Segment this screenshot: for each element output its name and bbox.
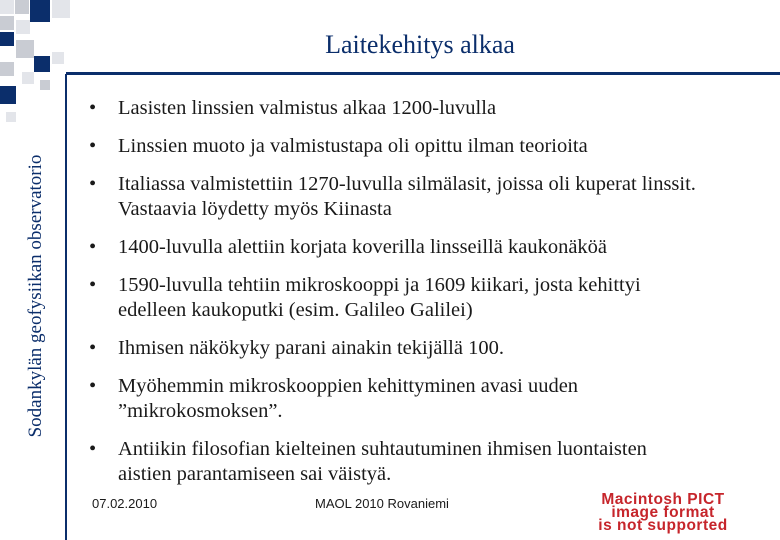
bullet-dot-icon: • [89, 97, 97, 119]
side-rule [65, 74, 67, 540]
bullet-item: • 1400-luvulla alettiin korjata koverilla linsseillä kaukonäköä [89, 236, 608, 258]
bullet-item: • Antiikin filosofian kielteinen suhtautuminen ihmisen luontaisten aistien parantamiseen sai väistyä. [89, 438, 647, 485]
bullet-dot-icon: • [89, 236, 97, 258]
bullet-item: • 1590-luvulla tehtiin mikroskooppi ja 1609 kiikari, josta kehittyi edelleen kaukoputki (esim. Galileo Galilei) [89, 274, 641, 321]
side-label: Sodankylän geofysiikan observatorio [25, 154, 46, 438]
bullet-item: • Linssien muoto ja valmistustapa oli opittu ilman teorioita [89, 135, 588, 157]
bullet-dot-icon: • [89, 438, 97, 460]
footer-date: 07.02.2010 [92, 496, 158, 511]
bullet-dot-icon: • [89, 173, 97, 195]
unsupported-image-placeholder: Macintosh PICT image format is not supported [598, 491, 728, 534]
slide-title: Laitekehitys alkaa [325, 30, 515, 59]
bullet-list [87, 96, 697, 500]
bullet-item: • Myöhemmin mikroskooppien kehittyminen avasi uuden ”mikrokosmoksen”. [89, 375, 579, 422]
bullet-dot-icon: • [89, 337, 97, 359]
title-rule [66, 72, 780, 75]
bullet-dot-icon: • [89, 135, 97, 157]
bullet-item: • Lasisten linssien valmistus alkaa 1200-luvulla [89, 97, 497, 119]
bullet-item: • Italiassa valmistettiin 1270-luvulla silmälasit, joissa oli kuperat linssit. Vastaavia löydetty myös Kiinasta [89, 173, 696, 220]
bullet-item: • Ihmisen näkökyky parani ainakin tekijällä 100. [89, 337, 504, 359]
footer-event: MAOL 2010 Rovaniemi [315, 496, 449, 511]
bullet-dot-icon: • [89, 274, 97, 296]
bullet-dot-icon: • [89, 375, 97, 397]
